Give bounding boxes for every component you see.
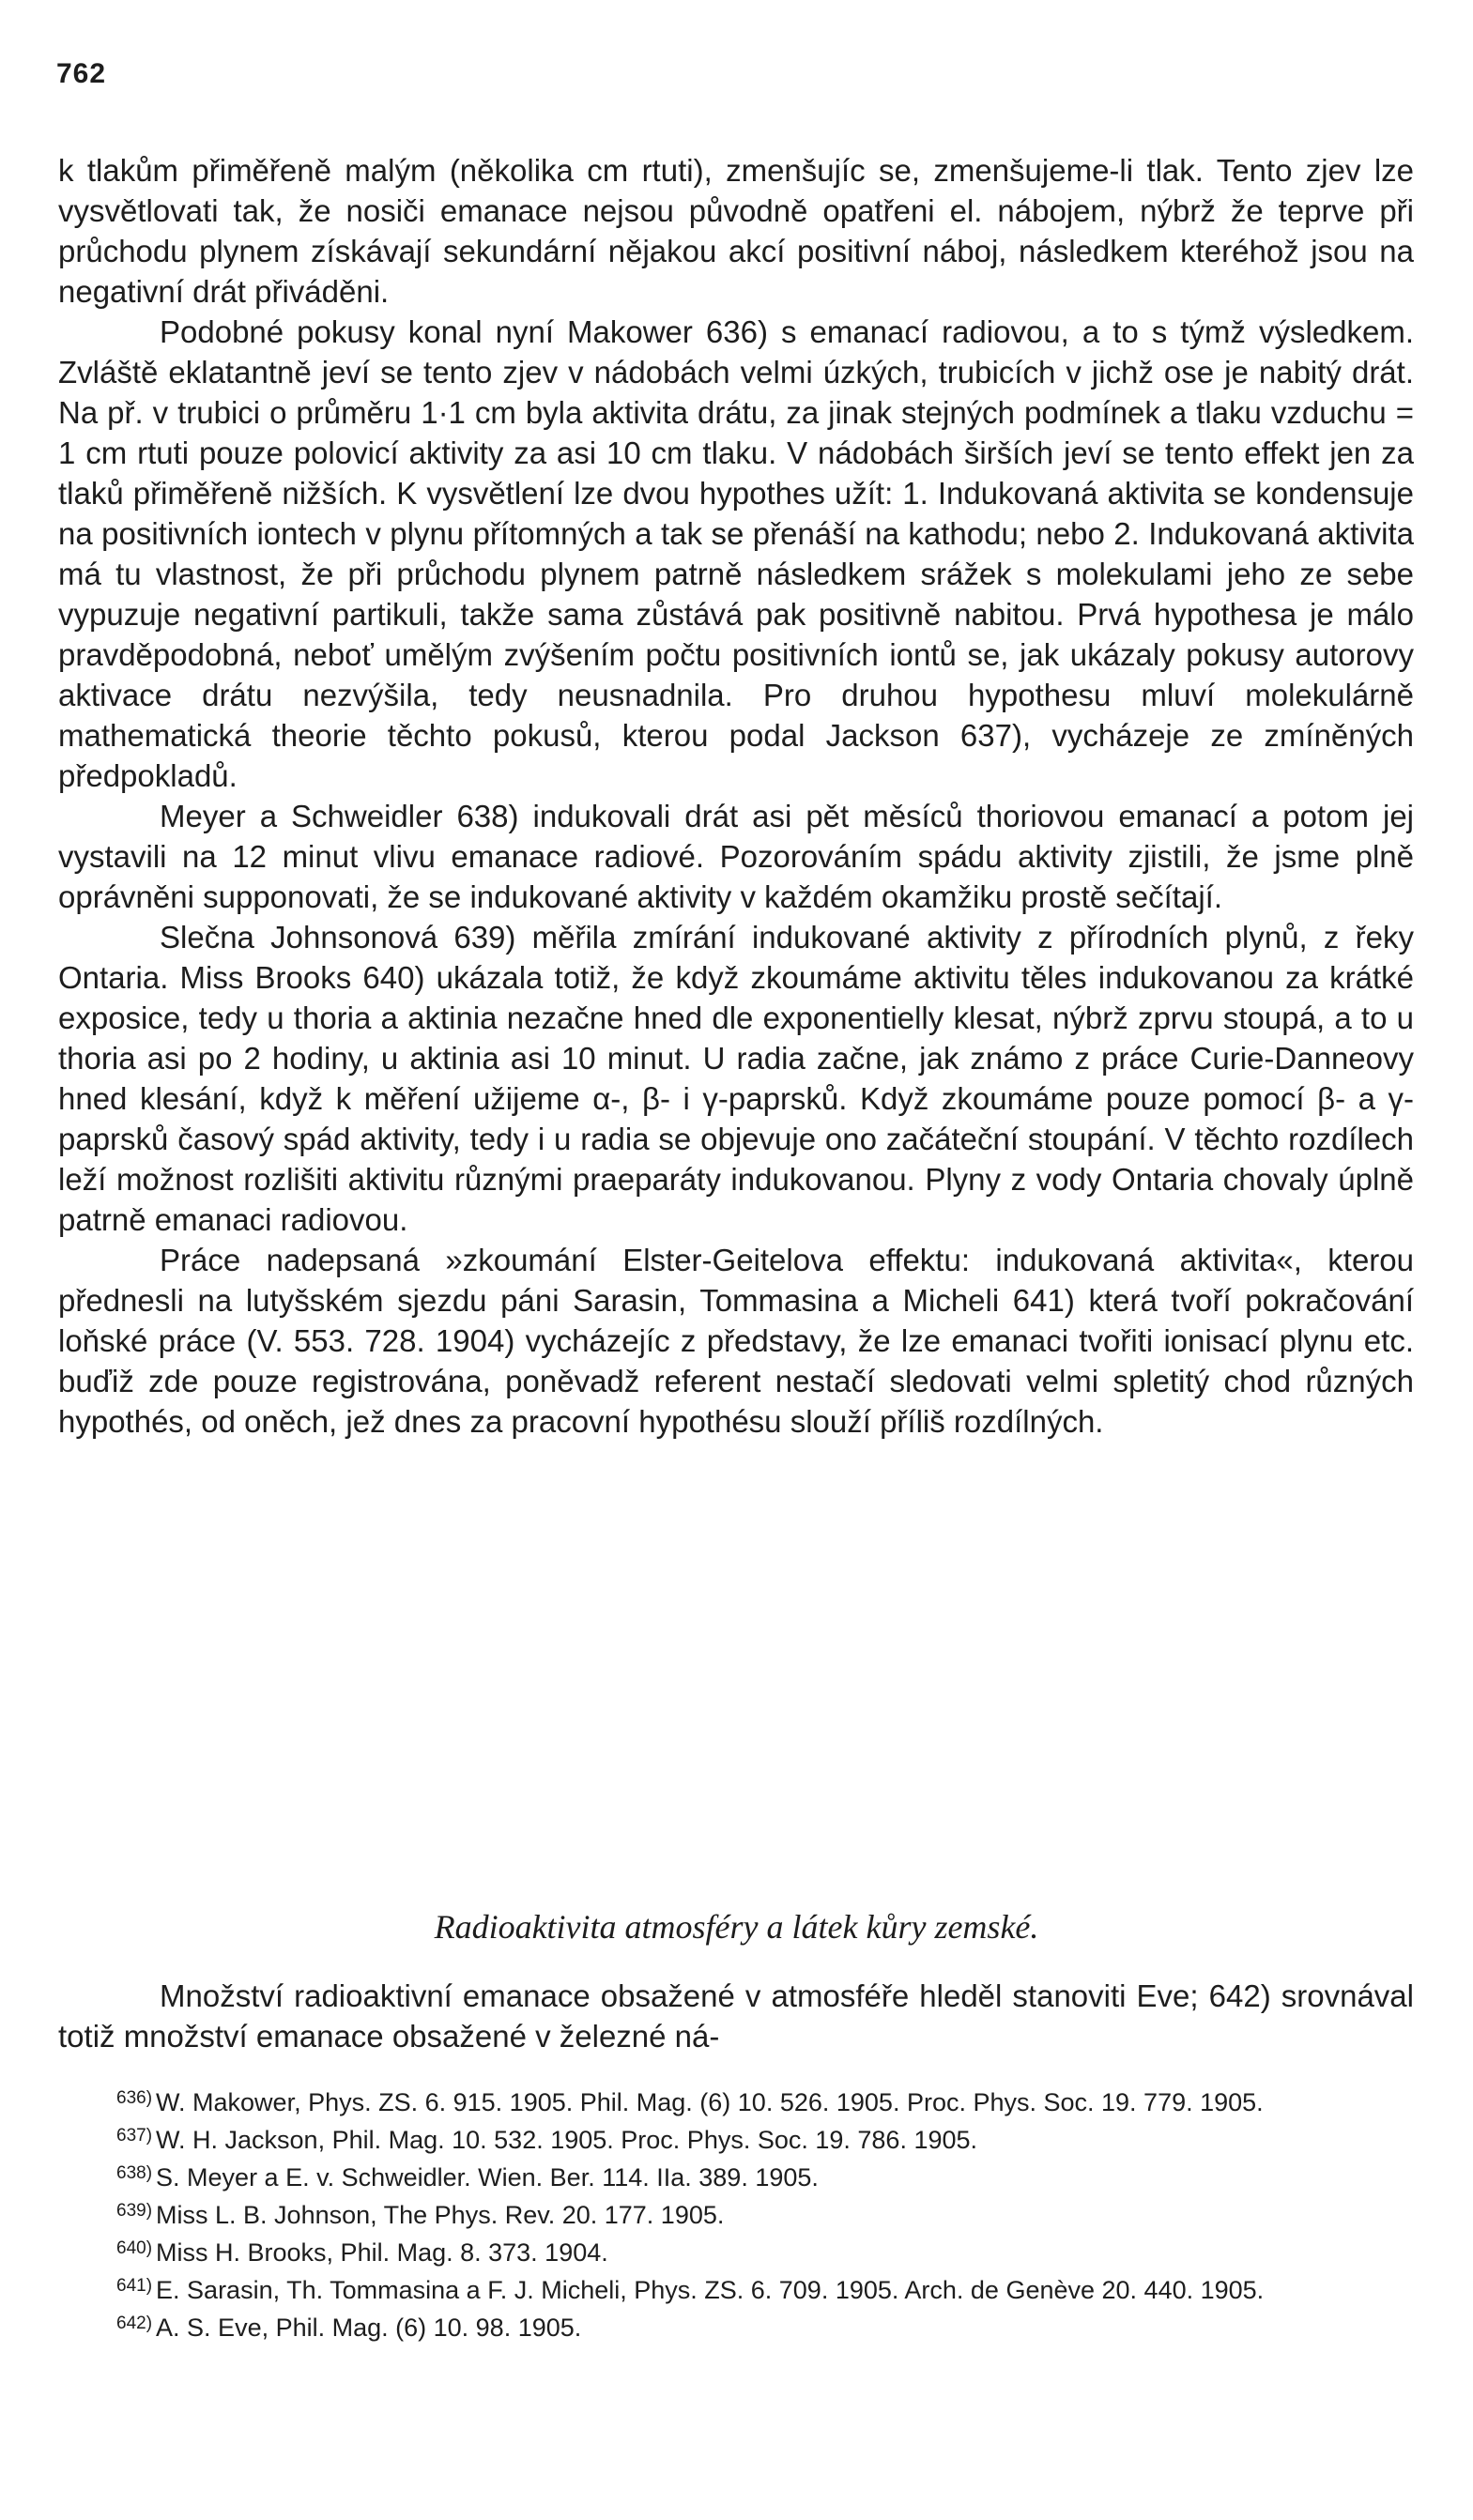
paragraph: Meyer a Schweidler 638) indukovali drát asi pět měsíců thoriovou emanací a potom jej vystavili na 12 minut vlivu emanace radiové. Pozorováním spádu aktivity zjistili, že jsme plně oprávněni supponovati, že se indukované aktivity v každém okamžiku prostě sečítají. [58,799,1414,914]
footnote-text: W. Makower, Phys. ZS. 6. 915. 1905. Phil. Mag. (6) 10. 526. 1905. Proc. Phys. Soc. 19. 779. 1905. [156,2088,1264,2116]
footnote-text: Miss L. B. Johnson, The Phys. Rev. 20. 177. 1905. [156,2201,725,2229]
paragraph: Množství radioaktivní emanace obsažené v atmosféře hleděl stanoviti Eve; 642) srovnával totiž množství emanace obsažené v železné ná- [58,1978,1414,2054]
footnote-text: A. S. Eve, Phil. Mag. (6) 10. 98. 1905. [156,2314,582,2342]
paragraph: k tlakům přiměřeně malým (několika cm rtuti), zmenšujíc se, zmenšujeme-li tlak. Tento zjev lze vysvětlovati tak, že nosiči emanace nejsou původně opatřeni el. nábojem, nýbrž že teprve při průchodu plynem získávají sekundární nějakou akcí positivní náboj, následkem kteréhož jsou na negativní drát přiváděni. [58,153,1414,309]
paragraph: Podobné pokusy konal nyní Makower 636) s emanací radiovou, a to s týmž výsledkem. Zvláště eklatantně jeví se tento zjev v nádobách velmi úzkých, trubicích v jichž ose je nabitý drát. Na př. v trubici o průměru 1·1 cm byla aktivita drátu, za jinak stejných podmínek a tlaku vzduchu = 1 cm rtuti pouze polovicí aktivity za asi 10 cm tlaku. V nádobách širších jeví se tento effekt jen za tlaků přiměřeně nižších. K vysvětlení lze dvou hypothes užít: 1. Indukovaná aktivita se kondensuje na positivních iontech v plynu přítomných a tak se přenáší na kathodu; nebo 2. Indukovaná aktivita má tu vlastnost, že při průchodu plynem patrně následkem srážek s molekulami jeho ze sebe vypuzuje negativní partikuli, takže sama zůstává pak positivně nabitou. Prvá hypothesa je málo pravděpodobná, neboť umělým zvýšením počtu positivních iontů se, jak ukázaly pokusy autorovy aktivace drátu nezvýšila, tedy neusnadnila. Pro druhou hypothesu mluví molekulárně mathematická theorie těchto pokusů, kterou podal Jackson 637), vycházeje ze zmíněných předpokladů. [58,314,1414,793]
footnote-number: 637) [116,2126,153,2146]
section-body [58,1976,1414,2056]
section-title: Radioaktivita atmosféry a látek kůry zemské. [434,1908,1039,1946]
footnote-number: 640) [116,2238,153,2258]
footnote-number: 639) [116,2201,153,2221]
body-text [58,150,1414,1442]
footnote [58,2307,1414,2344]
paragraph: Slečna Johnsonová 639) měřila zmírání indukované aktivity z přírodních plynů, z řeky Ontaria. Miss Brooks 640) ukázala totiž, že když zkoumáme aktivitu těles indukovanou za krátké exposice, tedy u thoria a aktinia nezačne hned dle exponentielly klesat, nýbrž zprvu stoupá, a to u thoria asi po 2 hodiny, u aktinia asi 10 minut. U radia začne, jak známo z práce Curie-Danneovy hned klesání, když k měření užijeme α-, β- i γ-paprsků. Když zkoumáme pouze pomocí β- a γ-paprsků časový spád aktivity, tedy i u radia se objevuje ono začáteční stoupání. V těchto rozdílech leží možnost rozlišiti aktivitu různými praeparáty indukovanou. Plyny z vody Ontaria chovaly úplně patrně emanaci radiovou. [58,920,1414,1237]
footnote-number: 638) [116,2163,153,2183]
footnotes [58,2082,1414,2344]
footnote-text: E. Sarasin, Th. Tommasina a F. J. Micheli, Phys. ZS. 6. 709. 1905. Arch. de Genève 20. 440. 1905. [156,2276,1265,2304]
footnote-number: 642) [116,2314,153,2333]
footnote-number: 636) [116,2088,153,2108]
footnote-text: W. H. Jackson, Phil. Mag. 10. 532. 1905. Proc. Phys. Soc. 19. 786. 1905. [156,2126,978,2154]
footnote [58,2232,1414,2269]
footnote [58,2082,1414,2119]
paragraph: Práce nadepsaná »zkoumání Elster-Geitelova effektu: indukovaná aktivita«, kterou přednesli na lutyšském sjezdu páni Sarasin, Tommasina a Micheli 641) která tvoří pokračování loňské práce (V. 553. 728. 1904) vycházejíc z představy, že lze emanaci tvořiti ionisací plynu etc. buďiž zde pouze registrována, poněvadž referent nestačí sledovati velmi spletitý chod různých hypothés, od oněch, jež dnes za pracovní hypothésu slouží příliš rozdílných. [58,1243,1414,1439]
footnote-text: S. Meyer a E. v. Schweidler. Wien. Ber. 114. IIa. 389. 1905. [156,2163,819,2192]
footnote [58,2157,1414,2194]
footnote [58,2119,1414,2157]
footnote-number: 641) [116,2276,153,2296]
footnote-text: Miss H. Brooks, Phil. Mag. 8. 373. 1904. [156,2238,608,2267]
footnote [58,2194,1414,2232]
footnote [58,2269,1414,2307]
page-number: 762 [56,58,107,89]
